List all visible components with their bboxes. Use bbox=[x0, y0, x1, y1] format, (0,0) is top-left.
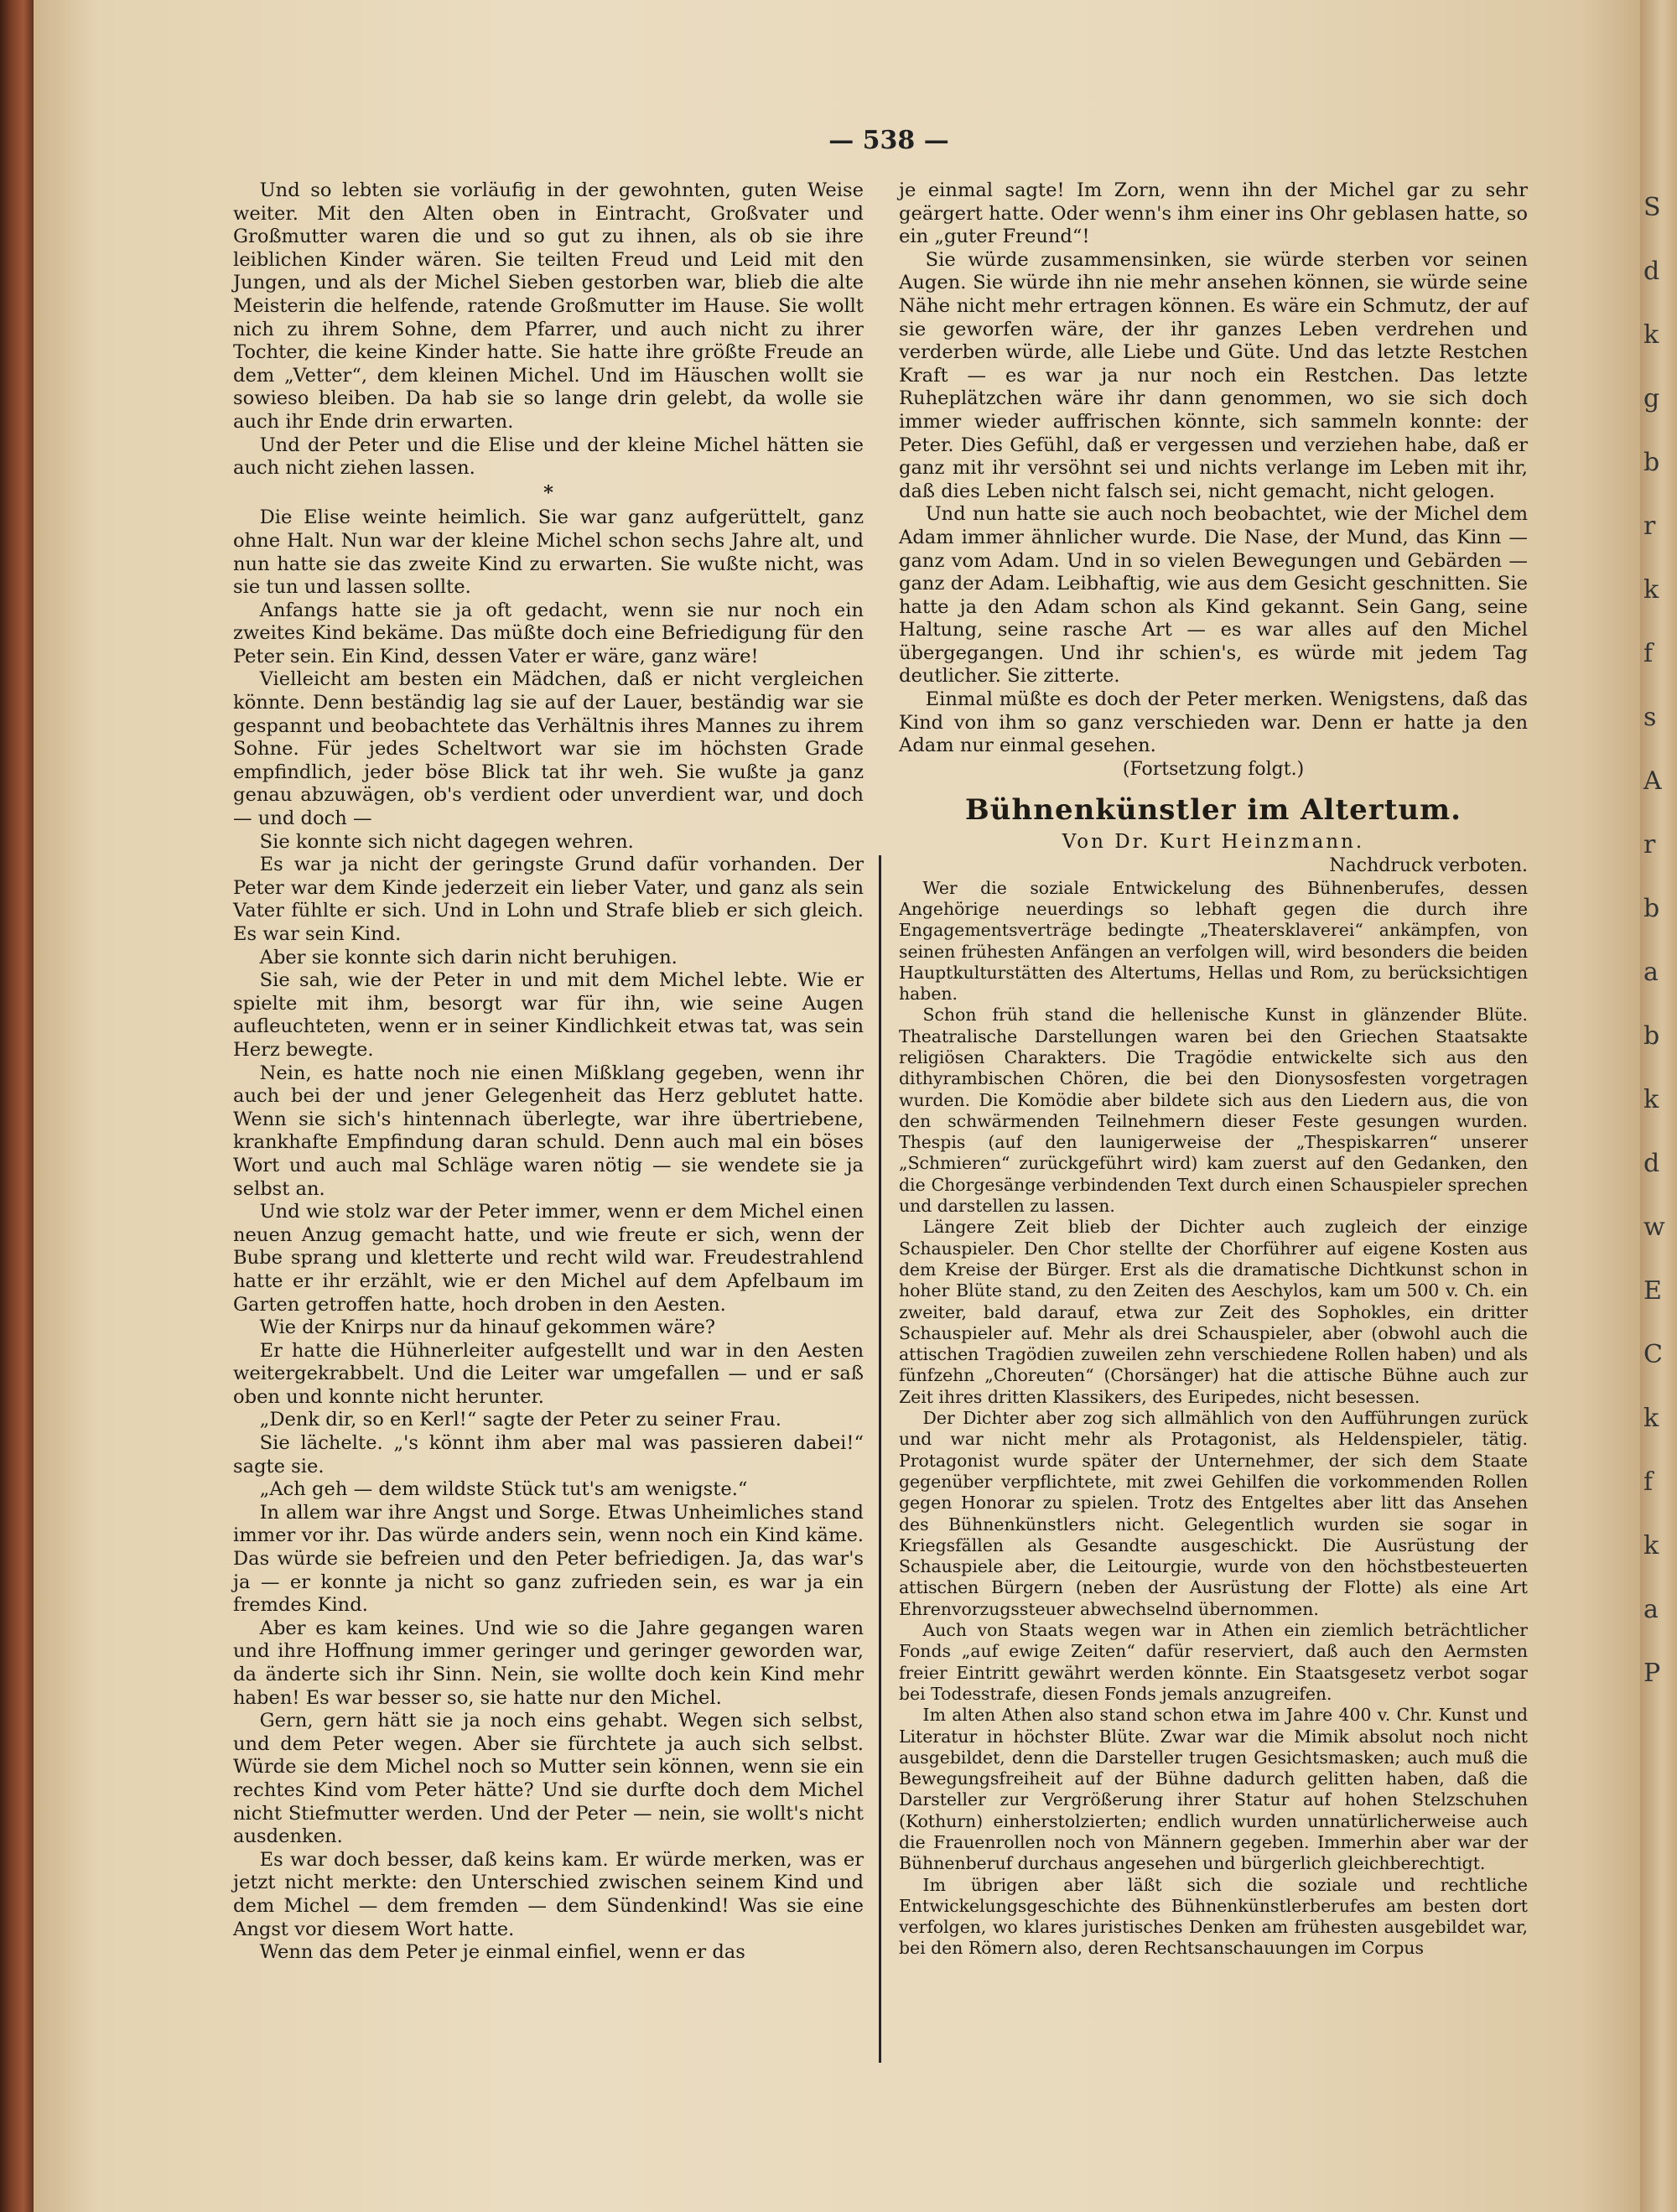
left-column bbox=[233, 179, 864, 1965]
story-paragraph: Sie konnte sich nicht dagegen wehren. bbox=[259, 830, 634, 853]
story-paragraph: Einmal müßte es doch der Peter merken. Wenigstens, daß das Kind von ihm so ganz verschieden war. Denn er hatte ja den Adam nur einmal gesehen. bbox=[899, 688, 1528, 757]
story-paragraph: Gern, gern hätt sie ja noch eins gehabt. Wegen sich selbst, und dem Peter wegen. Aber sie fürchtete ja auch sich selbst. Würde sie dem Michel noch so Mutter sein können, wenn sie ein rechtes Kind vom Peter hätte? Und sie durfte doch dem Michel nicht Stiefmutter werden. Und der Peter — nein, sie wollt's nicht ausdenken. bbox=[233, 1710, 864, 1848]
article-paragraph: Schon früh stand die hellenische Kunst in glänzender Blüte. Theatralische Darstellungen waren bei den Griechen Staatsakte religiösen Charakters. Die Tragödie entwickelte sich aus den dithyrambischen Chören, die bei den Dionysosfesten vorgetragen wurden. Die Komödie aber bildete sich aus den Liedern aus, die von den schwärmenden Teilnehmern dieser Feste gesungen wurden. Thespis (auf den launigerweise der „Thespiskarren“ unserer „Schmieren“ zurückgeführt wird) kam zuerst auf den Gedanken, den die Chorgesänge verbindenden Text durch einen Schauspieler sprechen und darstellen zu lassen. bbox=[899, 1005, 1528, 1217]
story-paragraph: Wenn das dem Peter je einmal einfiel, wenn er das bbox=[259, 1941, 745, 1964]
book-spine bbox=[0, 0, 34, 2212]
story-paragraph: „Ach geh — dem wildste Stück tut's am wenigste.“ bbox=[259, 1478, 748, 1501]
next-page-fragment: b bbox=[1643, 1021, 1660, 1051]
next-page-fragment: k bbox=[1643, 1404, 1659, 1433]
story-paragraph: Es war ja nicht der geringste Grund dafür vorhanden. Der Peter war dem Kinde jederzeit ein lieber Vater, und ganz als sein Vater fühlte er sich. Und in Lohn und Strafe blieb er sich gleich. Es war sein Kind. bbox=[233, 854, 864, 945]
story-paragraph: Nein, es hatte noch nie einen Mißklang gegeben, wenn ihr auch bei der und jener Gelegenheit das Herz geblutet hatte. Wenn sie sich's hintennach überlegte, war ihre übertriebene, krankhafte Empfindung daran schuld. Denn auch mal ein böses Wort und auch mal Schläge waren nötig — sie wendete sie ja selbst an. bbox=[233, 1062, 864, 1200]
next-page-fragment: r bbox=[1643, 830, 1656, 859]
next-page-fragment: r bbox=[1643, 511, 1656, 541]
column-divider bbox=[879, 855, 881, 2063]
next-page-edge bbox=[1640, 0, 1677, 2212]
story-paragraph: Es war doch besser, daß keins kam. Er würde merken, was er jetzt nicht merkte: den Unterschied zwischen seinem Kind und dem Michel — dem fremden — dem Sündenkind! Was sie eine Angst vor diesem Wort hatte. bbox=[233, 1848, 864, 1940]
right-column bbox=[899, 179, 1528, 1960]
next-page-fragment: b bbox=[1643, 894, 1660, 923]
story-part2 bbox=[233, 506, 864, 1964]
story-paragraph: Und so lebten sie vorläufig in der gewohnten, guten Weise weiter. Mit den Alten oben in Eintracht, Großvater und Großmutter waren die und so gut zu ihnen, als ob sie ihre leiblichen Kinder wären. Sie teilten Freud und Leid mit den Jungen, und als der Michel Sieben gestorben war, blieb die alte Meisterin die helfende, ratende Großmutter im Hause. Sie wollt nich zu ihrem Sohne, dem Pfarrer, und auch nicht zu ihrer Tochter, die keine Kinder hatte. Sie hatte ihre größte Freude an dem „Vetter“, dem kleinen Michel. Und im Häuschen wollt sie sowieso bleiben. Da hab sie so lange drin gelebt, da wolle sie auch ihr Ende drin erwarten. bbox=[233, 179, 864, 433]
article-paragraph: Im alten Athen also stand schon etwa im Jahre 400 v. Chr. Kunst und Literatur in höchster Blüte. Zwar war die Mimik absolut noch nicht ausgebildet, denn die Darsteller trugen Gesichtsmasken; auch muß die Bewegungsfreiheit auf der Bühne dadurch gelitten haben, daß die Darsteller zur Vergrößerung ihrer Statur auf hohen Stelzschuhen (Kothurn) einherstolzierten; endlich wurden unnatürlicherweise auch die Frauenrollen noch von Männern gegeben. Immerhin aber war der Bühnenberuf durchaus angesehen und bürgerlich gleichberechtigt. bbox=[899, 1705, 1528, 1874]
next-page-fragment: E bbox=[1643, 1276, 1662, 1306]
next-page-fragment: f bbox=[1643, 1467, 1654, 1497]
next-page-fragment: k bbox=[1643, 575, 1659, 605]
story-paragraph: Sie sah, wie der Peter in und mit dem Michel lebte. Wie er spielte mit ihm, besorgt war für ihn, wie seine Augen aufleuchteten, wenn er in seiner Kindlichkeit etwas tat, was sein Herz bewegte. bbox=[233, 969, 864, 1061]
next-page-fragment: d bbox=[1643, 257, 1660, 286]
story-paragraph: je einmal sagte! Im Zorn, wenn ihn der Michel gar zu sehr geärgert hatte. Oder wenn's ihm einer ins Ohr geblasen hatte, so ein „guter Freund“! bbox=[899, 179, 1528, 248]
story-paragraph: Die Elise weinte heimlich. Sie war ganz aufgerüttelt, ganz ohne Halt. Nun war der kleine Michel schon sechs Jahre alt, und nun hatte sie das zweite Kind zu erwarten. Sie wußte nicht, was sie tun und lassen sollte. bbox=[233, 506, 864, 599]
story-paragraph: „Denk dir, so en Kerl!“ sagte der Peter zu seiner Frau. bbox=[259, 1409, 781, 1431]
story-paragraph: Und wie stolz war der Peter immer, wenn er dem Michel einen neuen Anzug gemacht hatte, und wie freute er sich, wenn der Bube sprang und kletterte und recht wild war. Freudestrahlend hatte er ihr erzählt, wie er den Michel auf dem Apfelbaum im Garten getroffen hatte, hoch droben in den Aesten. bbox=[233, 1201, 864, 1316]
story-paragraph: Und der Peter und die Elise und der kleine Michel hätten sie auch nicht ziehen lassen. bbox=[233, 434, 864, 480]
story-paragraph: Sie lächelte. „'s könnt ihm aber mal was passieren dabei!“ sagte sie. bbox=[233, 1432, 864, 1477]
section-separator: * bbox=[543, 481, 553, 504]
story-paragraph: Er hatte die Hühnerleiter aufgestellt und war in den Aesten weitergekrabbelt. Und die Leiter war umgefallen — und er saß oben und konnte nicht herunter. bbox=[233, 1339, 864, 1408]
story-part1 bbox=[233, 179, 864, 480]
story-paragraph: Sie würde zusammensinken, sie würde sterben vor seinen Augen. Sie würde ihn nie mehr ansehen können, sie würde seine Nähe nicht mehr ertragen können. Es wäre ein Schmutz, der auf sie geworfen wäre, der ihr ganzes Leben verdrehen und verderben würde, alle Liebe und Güte. Und das letzte Restchen Kraft — es war ja nur noch ein Restchen. Das letzte Ruheplätzchen wäre ihr dann genommen, wo sie sich doch immer wieder auffrischen könnte, sich sammeln konnte: der Peter. Dies Gefühl, daß er vergessen und verziehen habe, daß er ganz mit ihr versöhnt sei und nichts verlange im Leben mit ihr, daß dies Leben nicht falsch sei, nicht gemacht, nicht gelogen. bbox=[899, 248, 1528, 502]
next-page-fragment: s bbox=[1643, 703, 1657, 732]
next-page-fragment: a bbox=[1643, 958, 1659, 987]
story-paragraph: Vielleicht am besten ein Mädchen, daß er nicht vergleichen könnte. Denn beständig lag sie auf der Lauer, beständig war sie gespannt und beobachtete das Verhältnis ihres Mannes zu ihrem Sohne. Für jedes Scheltwort war sie im höchsten Grade empfindlich, jeder böse Blick tat ihr weh. Sie wußte ja ganz genau abzuwägen, ob's verdient oder unverdient war, und doch — und doch — bbox=[233, 668, 864, 830]
story-paragraph: Aber sie konnte sich darin nicht beruhigen. bbox=[259, 946, 678, 968]
article-byline: Von Dr. Kurt Heinzmann. bbox=[1062, 831, 1365, 854]
next-page-fragment: w bbox=[1643, 1212, 1665, 1242]
next-page-fragment: C bbox=[1643, 1340, 1663, 1369]
article-paragraph: Auch von Staats wegen war in Athen ein ziemlich beträchtlicher Fonds „auf ewige Zeiten“ dafür reserviert, daß auch den Aermsten freier Eintritt gewährt werden könnte. Ein Staatsgesetz verbot sogar bei Todesstrafe, diesen Fonds jemals anzugreifen. bbox=[899, 1620, 1528, 1704]
page-number: — 538 — bbox=[828, 126, 949, 155]
article-paragraph: Wer die soziale Entwickelung des Bühnenberufes, dessen Angehörige neuerdings so lebhaft gegen die durch ihre Engagementsverträge bedingte „Theatersklaverei“ ankämpfen, von seinen frühesten Anfängen an verfolgen will, wird besonders die beiden Hauptkulturstätten des Altertums, Hellas und Rom, zu berücksichtigen haben. bbox=[899, 877, 1528, 1005]
reprint-notice: Nachdruck verboten. bbox=[1329, 855, 1528, 877]
story-paragraph: Wie der Knirps nur da hinauf gekommen wäre? bbox=[259, 1316, 716, 1339]
continuation-note: (Fortsetzung folgt.) bbox=[1122, 758, 1305, 780]
story-paragraph: In allem war ihre Angst und Sorge. Etwas Unheimliches stand immer vor ihr. Das würde anders sein, wenn noch ein Kind käme. Das würde sie befreien und den Peter befriedigen. Ja, das war's ja — er konnte ja nicht so ganz zufrieden sein, es war ja ein fremdes Kind. bbox=[233, 1501, 864, 1617]
article-paragraph: Der Dichter aber zog sich allmählich von den Aufführungen zurück und war nicht mehr als Protagonist, als Heldenspieler, tätig. Protagonist wurde später der Unternehmer, der sich dem Staate gegenüber verpflichtete, mit zwei Gehilfen die vorkommenden Rollen gegen Honorar zu spielen. Trotz des Entgeltes aber litt das Ansehen des Bühnenkünstlers nicht. Gelegentlich wurden sie sogar in Kriegsfällen als Gesandte ausgeschickt. Die Ausrüstung der Schauspiele aber, die Leitourgie, wurde von den höchstbesteuerten attischen Bürgern (neben der Ausrüstung der Flotte) als eine Art Ehrenvorzugssteuer abwechselnd übernommen. bbox=[899, 1408, 1528, 1619]
next-page-fragment: k bbox=[1643, 1531, 1659, 1560]
next-page-fragment: k bbox=[1643, 1085, 1659, 1114]
next-page-fragment: S bbox=[1643, 193, 1661, 222]
next-page-fragment: g bbox=[1643, 384, 1660, 413]
next-page-fragment: P bbox=[1643, 1659, 1661, 1688]
next-page-fragment: A bbox=[1643, 766, 1662, 796]
article-paragraph: Längere Zeit blieb der Dichter auch zugleich der einzige Schauspieler. Den Chor stellte der Chorführer auf eigene Kosten aus dem Kreise der Bürger. Erst als die dramatische Dichtkunst schon in hoher Blüte stand, zu den Zeiten des Aeschylos, kam um 500 v. Ch. ein zweiter, bald darauf, etwa zur Zeit des Sophokles, ein dritter Schauspieler auf. Mehr als drei Schauspieler, aber (obwohl auch die attischen Tragödien zuweilen zehn verschiedene Rollen haben) und als fünfzehn „Choreuten“ (Chorsänger) hat die attische Bühne auch zur Zeit ihres dritten Klassikers, des Euripedes, nicht besessen. bbox=[899, 1217, 1528, 1407]
next-page-fragment: b bbox=[1643, 448, 1660, 477]
story-paragraph: Und nun hatte sie auch noch beobachtet, wie der Michel dem Adam immer ähnlicher wurde. Die Nase, der Mund, das Kinn — ganz vom Adam. Und in so vielen Bewegungen und Gebärden — ganz der Adam. Leibhaftig, wie aus dem Gesicht geschnitten. Sie hatte ja den Adam schon als Kind gekannt. Sein Gang, seine Haltung, seine rasche Art — es war alles auf den Michel übergegangen. Und ihr schien's, es würde mit jedem Tag deutlicher. Sie zitterte. bbox=[899, 503, 1528, 688]
article-title: Bühnenkünstler im Altertum. bbox=[965, 793, 1462, 828]
next-page-fragment: d bbox=[1643, 1149, 1660, 1178]
next-page-fragment: a bbox=[1643, 1595, 1659, 1624]
story-paragraph: Anfangs hatte sie ja oft gedacht, wenn sie nur noch ein zweites Kind bekäme. Das müßte doch eine Befriedigung für den Peter sein. Ein Kind, dessen Vater er wäre, ganz wäre! bbox=[233, 599, 864, 667]
article-paragraph: Im übrigen aber läßt sich die soziale und rechtliche Entwickelungsgeschichte des Bühnenkünstlerberufes am besten dort verfolgen, wo klares juristisches Denken am frühesten ausgebildet war, bei den Römern also, deren Rechtsanschauungen im Corpus bbox=[899, 1874, 1528, 1959]
story-paragraph: Aber es kam keines. Und wie so die Jahre gegangen waren und ihre Hoffnung immer geringer und geringer geworden war, da änderte sich ihr Sinn. Nein, sie wollte doch kein Kind mehr haben! Es war besser so, sie hatte nur den Michel. bbox=[233, 1617, 864, 1709]
article-body bbox=[899, 878, 1528, 1960]
next-page-fragment: k bbox=[1643, 320, 1659, 350]
story-continuation bbox=[899, 179, 1528, 758]
next-page-fragment: f bbox=[1643, 639, 1654, 668]
